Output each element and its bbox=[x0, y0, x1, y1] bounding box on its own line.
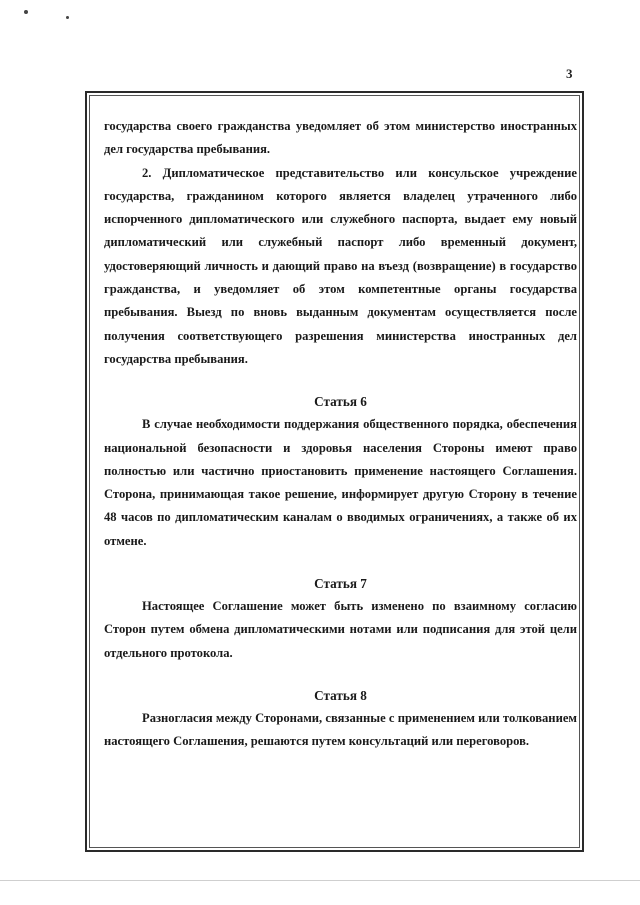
scan-speck bbox=[66, 16, 69, 19]
scan-edge-line bbox=[0, 880, 640, 881]
paragraph-2: 2. Дипломатическое представительство или консульское учреждение государства, гражданином которого является владелец утраченного либо испорченного дипломатического или служебного паспорта, выдает ему новый дипломатический или служебный паспорт либо временный документ, удостоверяющий личность и дающий право на въезд (возвращение) в государство гражданства, и уведомляет об этом компетентные органы государства пребывания. Выезд по вновь выданным документам осуществляется после получения соответствующего разрешения министерства иностранных дел государства пребывания. bbox=[104, 165, 577, 366]
paragraph-continuation: государства своего гражданства уведомляет об этом министерство иностранных дел государства пребывания. bbox=[104, 119, 577, 157]
scan-speck bbox=[24, 10, 28, 14]
article-7-text: Настоящее Соглашение может быть изменено по взаимному согласию Сторон путем обмена дипломатическими нотами или подписания для этой цели отдельного протокола. bbox=[104, 599, 577, 660]
document-body bbox=[104, 115, 577, 754]
article-8-heading: Статья 8 bbox=[314, 687, 367, 703]
article-6-heading: Статья 6 bbox=[314, 394, 367, 410]
article-7-heading: Статья 7 bbox=[314, 576, 367, 592]
article-8-text: Разногласия между Сторонами, связанные с применением или толкованием настоящего Соглашения, решаются путем консультаций или переговоров. bbox=[104, 710, 577, 749]
article-6-text: В случае необходимости поддержания общественного порядка, обеспечения национальной безопасности и здоровья населения Стороны имеют право полностью или частично приостановить применение настоящего Соглашения. Сторона, принимающая такое решение, информирует другую Сторону в течение 48 часов по дипломатическим каналам о вводимых ограничениях, а также об их отмене. bbox=[104, 417, 577, 548]
page-number: 3 bbox=[566, 66, 573, 81]
